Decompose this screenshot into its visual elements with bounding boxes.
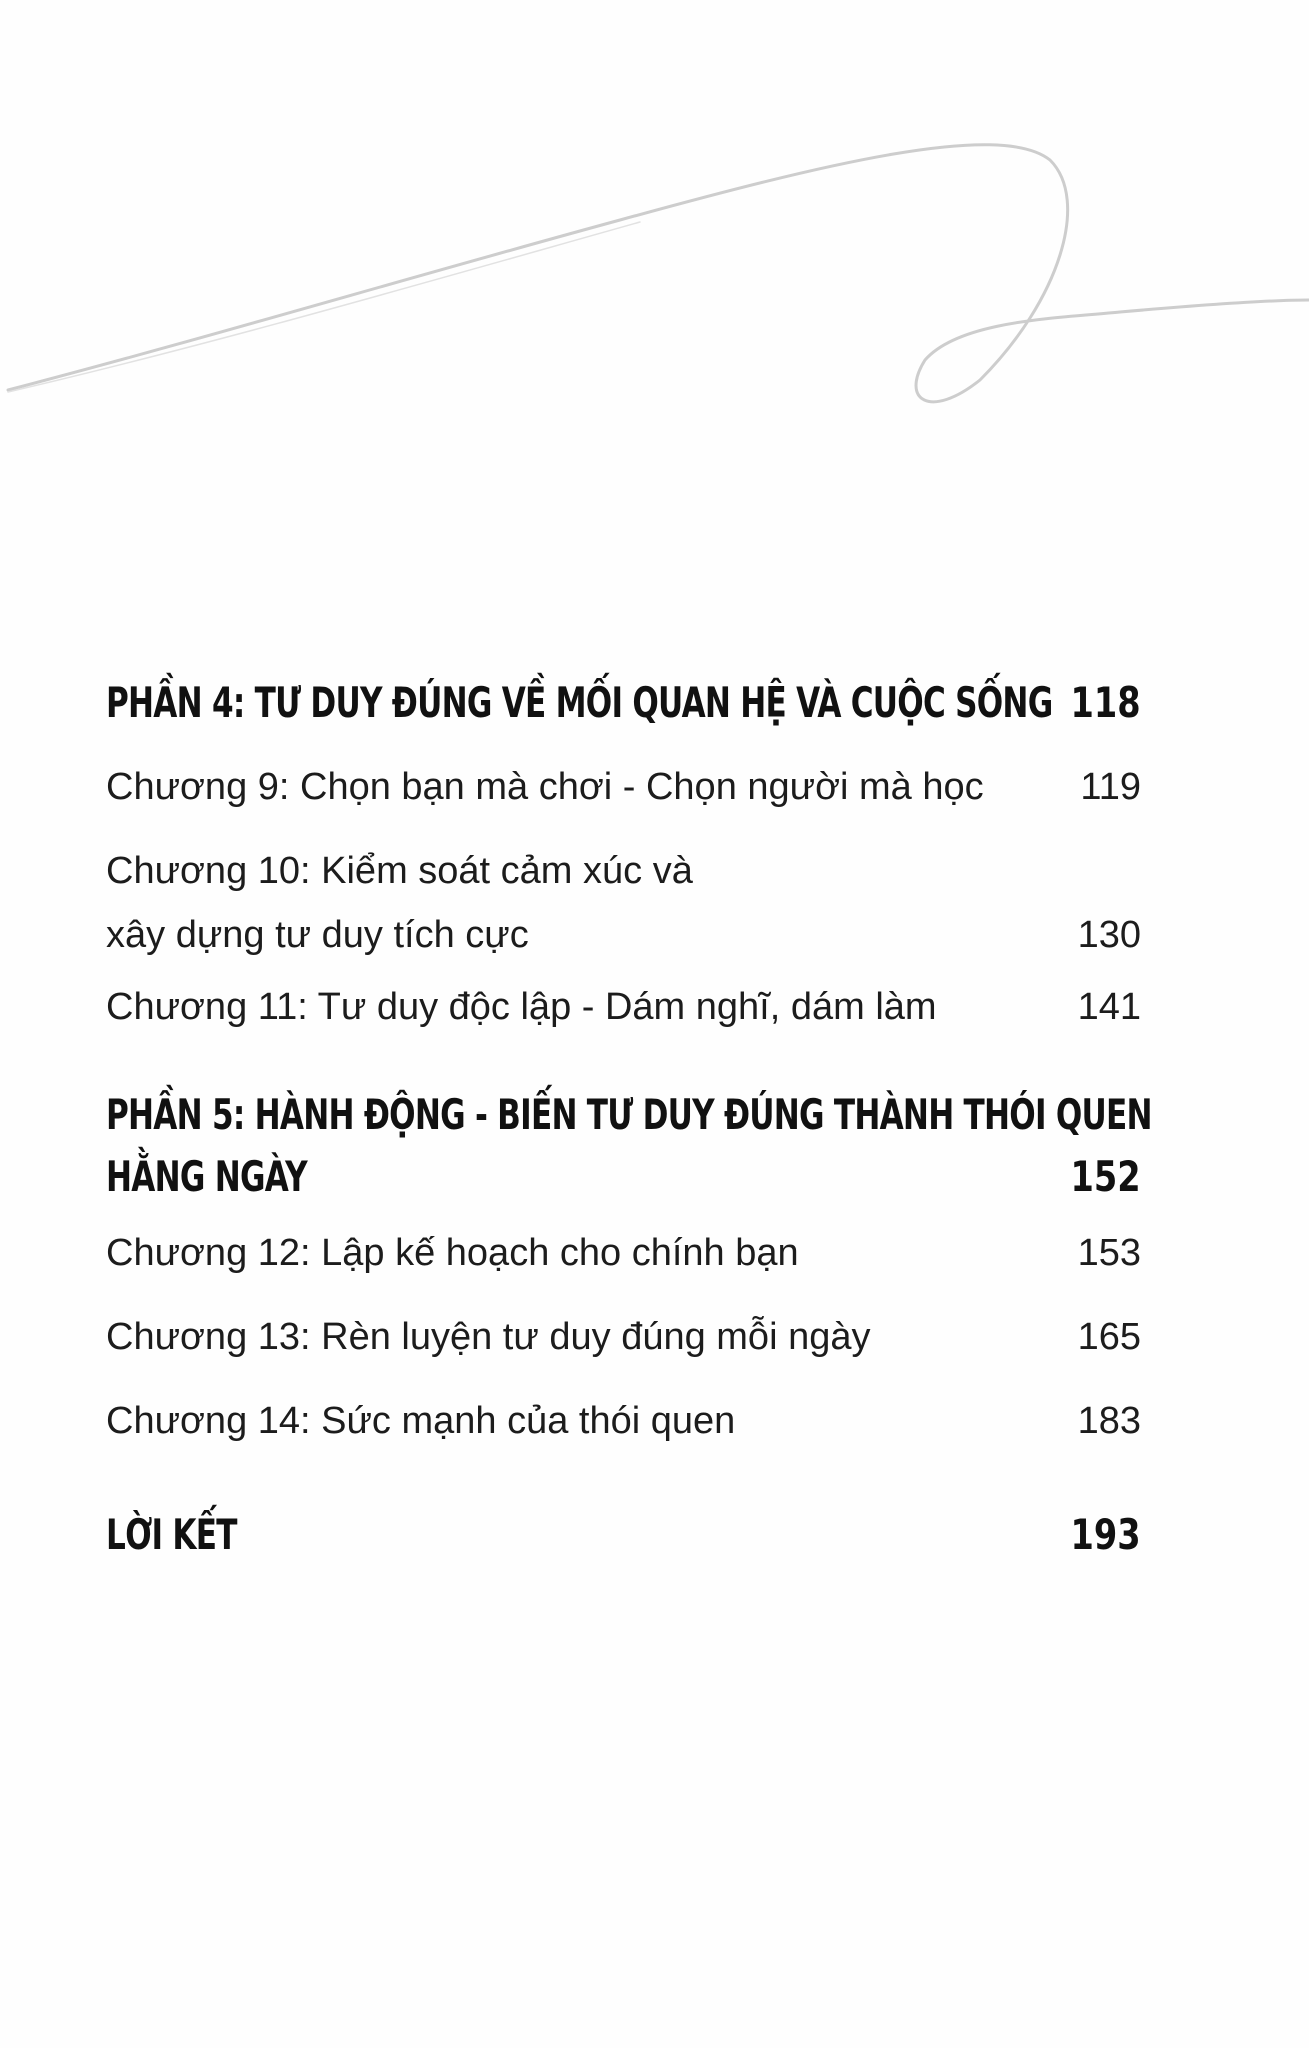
chapter-9-page: 119 bbox=[1080, 766, 1141, 808]
toc-chapter-12 bbox=[106, 1220, 1141, 1304]
toc-chapter-11 bbox=[106, 976, 1141, 1060]
toc-part-4 bbox=[106, 660, 1141, 748]
chapter-12-page: 153 bbox=[1077, 1232, 1141, 1274]
chapter-11-page: 141 bbox=[1077, 986, 1141, 1028]
part-4-title: PHẦN 4: TƯ DUY ĐÚNG VỀ MỐI QUAN HỆ VÀ CUỘC SỐNG bbox=[106, 678, 1053, 727]
epilogue-page: 193 bbox=[1070, 1510, 1141, 1559]
toc-chapter-10 bbox=[106, 832, 1141, 976]
chapter-10-page: 130 bbox=[1077, 914, 1141, 956]
part-5-title-line-1: PHẦN 5: HÀNH ĐỘNG - BIẾN TƯ DUY ĐÚNG THÀNH THÓI QUEN bbox=[106, 1090, 1152, 1139]
toc-chapter-14 bbox=[106, 1388, 1141, 1472]
chapter-14-page: 183 bbox=[1077, 1400, 1141, 1442]
toc-chapter-9 bbox=[106, 748, 1141, 832]
chapter-11-title: Chương 11: Tư duy độc lập - Dám nghĩ, dám làm bbox=[106, 986, 937, 1028]
chapter-10-title-line-2: xây dựng tư duy tích cực bbox=[106, 914, 529, 956]
table-of-contents bbox=[106, 660, 1152, 1582]
part-4-page: 118 bbox=[1070, 678, 1141, 727]
part-5-title-line-2: HẰNG NGÀY bbox=[106, 1152, 307, 1201]
chapter-13-page: 165 bbox=[1077, 1316, 1141, 1358]
chapter-12-title: Chương 12: Lập kế hoạch cho chính bạn bbox=[106, 1232, 799, 1274]
chapter-9-title: Chương 9: Chọn bạn mà chơi - Chọn người mà học bbox=[106, 766, 984, 808]
toc-part-5 bbox=[106, 1060, 1152, 1220]
toc-epilogue bbox=[106, 1472, 1141, 1582]
part-5-page: 152 bbox=[1070, 1152, 1141, 1201]
toc-chapter-13 bbox=[106, 1304, 1141, 1388]
epilogue-title: LỜI KẾT bbox=[106, 1510, 237, 1559]
chapter-13-title: Chương 13: Rèn luyện tư duy đúng mỗi ngày bbox=[106, 1316, 871, 1358]
chapter-14-title: Chương 14: Sức mạnh của thói quen bbox=[106, 1400, 736, 1442]
decorative-swirl-line bbox=[0, 0, 1309, 460]
chapter-10-title-line-1: Chương 10: Kiểm soát cảm xúc và bbox=[106, 850, 693, 892]
